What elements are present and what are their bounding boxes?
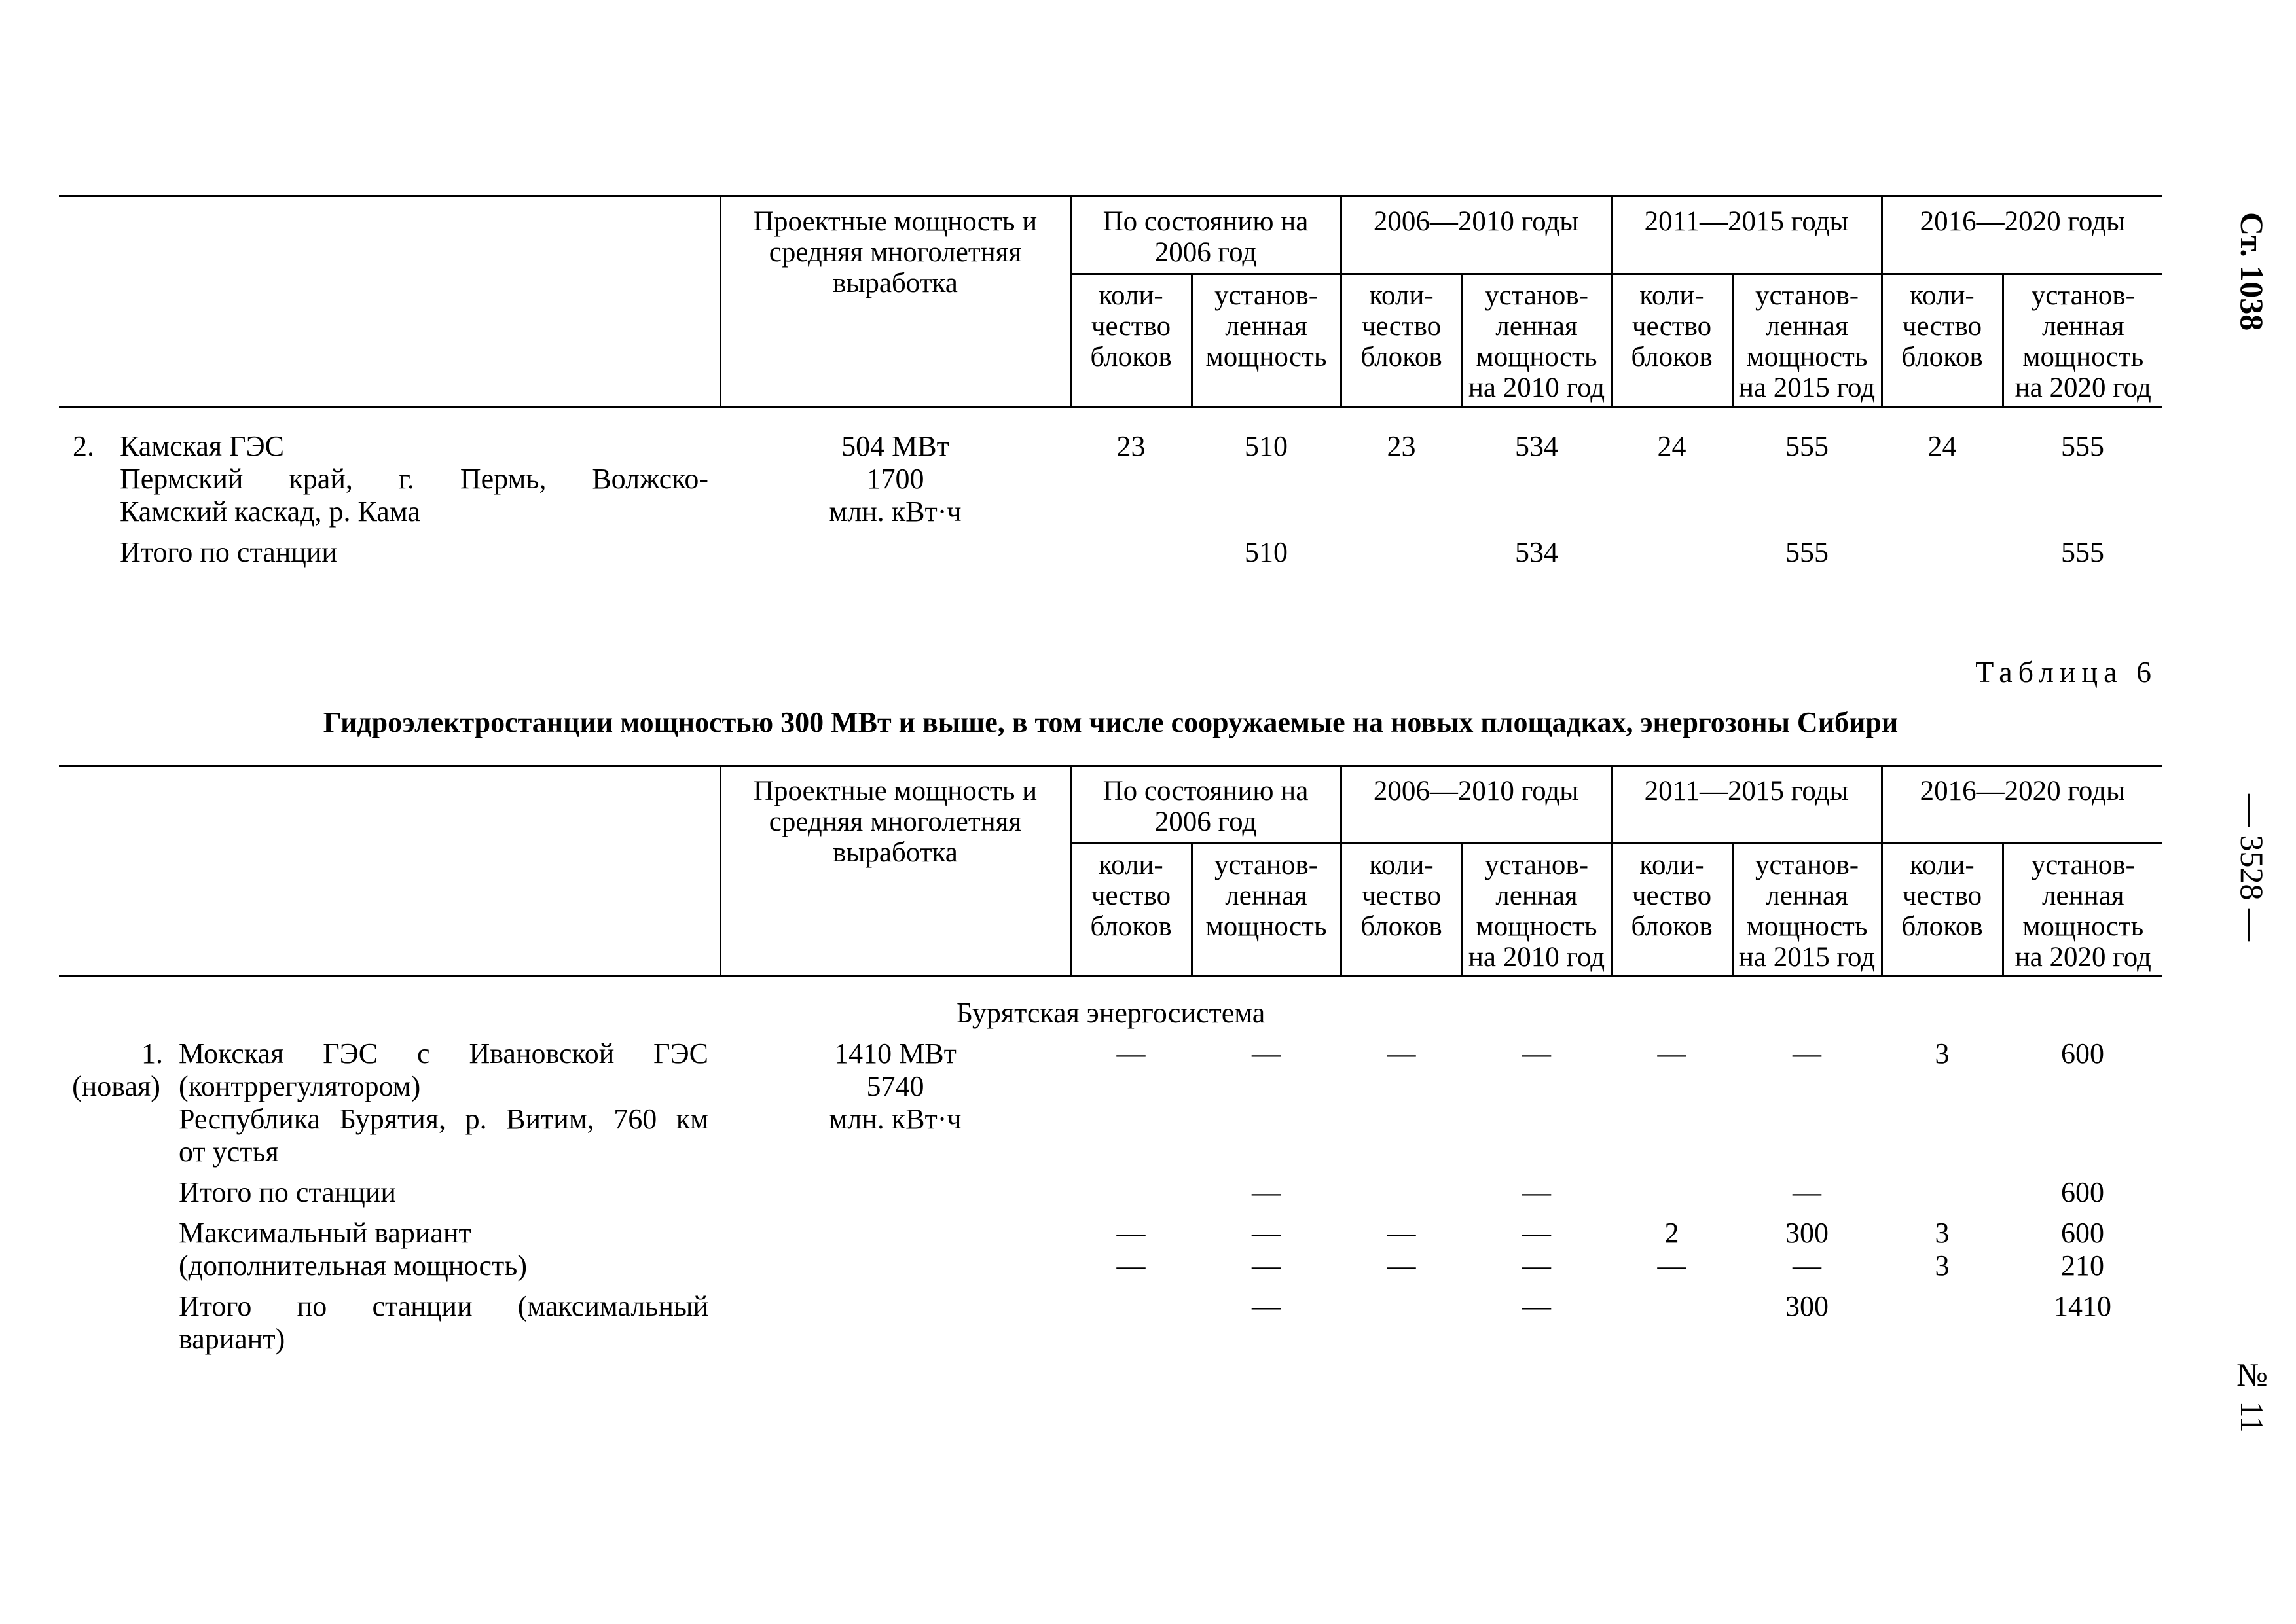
cell-value: — [1793, 1176, 1822, 1208]
cell-value: 23 [1387, 430, 1416, 462]
output-unit: млн. кВт·ч [829, 496, 962, 528]
max-variant-label [173, 1209, 720, 1282]
header-status-2006: По состоянию на 2006 год [1070, 766, 1341, 844]
row-number-note: (новая) [72, 1070, 160, 1102]
subheader-count: коли-чество блоков [1070, 844, 1192, 977]
cell-value: — [1522, 1217, 1551, 1249]
table-row-max-total [59, 1282, 2162, 1356]
station-location: от устья [179, 1136, 279, 1168]
cell-value: — [1522, 1250, 1551, 1282]
cell-value: 3 [1935, 1217, 1950, 1249]
group-label: Бурятская энергосистема [956, 997, 1266, 1029]
header-2016-2020: 2016—2020 годы [1882, 766, 2162, 844]
subheader-count: коли-чество блоков [1341, 844, 1462, 977]
output-value: 1700 [866, 463, 924, 495]
cell-value: 555 [2061, 536, 2105, 568]
header-2016-2020: 2016—2020 годы [1882, 196, 2162, 274]
table-continuation [59, 195, 2162, 569]
subheader-count: коли-чество блоков [1070, 274, 1192, 407]
cell-value: — [1252, 1250, 1281, 1282]
header-blank [59, 196, 720, 407]
cell-value: — [1793, 1250, 1822, 1282]
total-label: Итого по станции [120, 536, 337, 568]
table-header [59, 196, 2162, 407]
cell-value: 3 [1935, 1038, 1950, 1070]
subheader-count: коли-чество блоков [1882, 274, 2003, 407]
cell-value: 3 [1935, 1250, 1950, 1282]
table-row-max-variant [59, 1209, 2162, 1250]
output-unit: млн. кВт·ч [829, 1103, 962, 1135]
subheader-installed-2010: установ-ленная мощность на 2010 год [1462, 844, 1611, 977]
header-design-capacity: Проектные мощность и средняя многолетняя выработка [720, 766, 1070, 977]
cell-value: — [1252, 1217, 1281, 1249]
cell-value: — [1387, 1038, 1416, 1070]
subheader-installed: установ-ленная мощность [1192, 274, 1341, 407]
subheader-installed-2010: установ-ленная мощность на 2010 год [1462, 274, 1611, 407]
total-label: Итого по станции [179, 1176, 396, 1208]
max-total-label [173, 1282, 720, 1356]
page-number: — 3528 — [2234, 793, 2270, 941]
station-location: Камский каскад, р. Кама [120, 496, 420, 528]
header-design-capacity: Проектные мощность и средняя многолетняя выработка [720, 196, 1070, 407]
header-2011-2015: 2011—2015 годы [1611, 766, 1882, 844]
design-capacity [720, 407, 1070, 529]
station-title: Камская ГЭС [120, 430, 284, 462]
max-total-title: Итого по станции (максимальный [179, 1290, 708, 1322]
cell-value: — [1252, 1176, 1281, 1208]
station-location: Пермский край, г. Пермь, Волжско- [120, 463, 708, 495]
subheader-installed-2015: установ-ленная мощность на 2015 год [1732, 274, 1882, 407]
cell-value: — [1657, 1250, 1686, 1282]
cell-value: — [1116, 1217, 1146, 1249]
cell-value: 2 [1664, 1217, 1679, 1249]
cell-value: 23 [1116, 430, 1146, 462]
cell-value: 555 [2061, 430, 2105, 462]
table-row-total [59, 1168, 2162, 1209]
subheader-installed-2015: установ-ленная мощность на 2015 год [1732, 844, 1882, 977]
station-location: Республика Бурятия, р. Витим, 760 км [179, 1103, 708, 1135]
station-name [173, 1038, 720, 1168]
cell-value: — [1252, 1290, 1281, 1322]
max-total-title: вариант) [179, 1323, 285, 1355]
cell-value: 510 [1245, 430, 1288, 462]
cell-value: 24 [1657, 430, 1686, 462]
group-row [59, 977, 2162, 1038]
header-blank [59, 766, 720, 977]
cell-value: 300 [1785, 1217, 1829, 1249]
cell-value: — [1116, 1250, 1146, 1282]
cell-value: 600 [2061, 1038, 2105, 1070]
page-reference: Ст. 1038 [2234, 212, 2270, 331]
row-number-value: 1. [141, 1038, 163, 1070]
row-number [59, 1038, 173, 1168]
station-title: Мокская ГЭС с Ивановской ГЭС [179, 1038, 708, 1070]
cell-value: — [1387, 1217, 1416, 1249]
design-capacity [720, 1038, 1070, 1168]
cell-value: 600 [2061, 1176, 2105, 1208]
cell-value: 210 [2061, 1250, 2105, 1282]
max-variant-title: Максимальный вариант [179, 1217, 471, 1249]
header-status-2006: По состоянию на 2006 год [1070, 196, 1341, 274]
subheader-count: коли-чество блоков [1611, 274, 1732, 407]
max-variant-note: (дополнительная мощность) [179, 1250, 527, 1282]
table-row-total [59, 528, 2162, 569]
table-label: Таблица 6 [1975, 655, 2157, 689]
output-value: 5740 [866, 1070, 924, 1102]
subheader-count: коли-чество блоков [1611, 844, 1732, 977]
cell-value: — [1522, 1038, 1551, 1070]
cell-value: — [1793, 1038, 1822, 1070]
header-2011-2015: 2011—2015 годы [1611, 196, 1882, 274]
issue-number: № 11 [2234, 1356, 2270, 1433]
cell-value: — [1522, 1176, 1551, 1208]
cell-value: 300 [1785, 1290, 1829, 1322]
subheader-installed: установ-ленная мощность [1192, 844, 1341, 977]
capacity-value: 1410 МВт [834, 1038, 957, 1070]
table-row [59, 407, 2162, 529]
subheader-count: коли-чество блоков [1882, 844, 2003, 977]
cell-value: — [1387, 1250, 1416, 1282]
cell-value: 600 [2061, 1217, 2105, 1249]
cell-value: 534 [1515, 430, 1558, 462]
cell-value: 555 [1785, 536, 1829, 568]
table-header [59, 766, 2162, 977]
table-row [59, 1038, 2162, 1168]
cell-value: 534 [1515, 536, 1558, 568]
cell-value: — [1252, 1038, 1281, 1070]
cell-value: — [1657, 1038, 1686, 1070]
cell-value: 555 [1785, 430, 1829, 462]
cell-value: 510 [1245, 536, 1288, 568]
subheader-installed-2020: установ-ленная мощность на 2020 год [2003, 274, 2162, 407]
row-number: 2. [73, 430, 94, 462]
station-title: (контррегулятором) [179, 1070, 421, 1102]
subheader-installed-2020: установ-ленная мощность на 2020 год [2003, 844, 2162, 977]
cell-value: 1410 [2054, 1290, 2112, 1322]
station-name [108, 407, 720, 529]
cell-value: — [1116, 1038, 1146, 1070]
cell-value: — [1522, 1290, 1551, 1322]
header-2006-2010: 2006—2010 годы [1341, 196, 1611, 274]
table-title: Гидроэлектростанции мощностью 300 МВт и выше, в том числе сооружаемые на новых площадках, энергозоны Сибири [323, 706, 1899, 738]
cell-value: 24 [1927, 430, 1957, 462]
header-2006-2010: 2006—2010 годы [1341, 766, 1611, 844]
subheader-count: коли-чество блоков [1341, 274, 1462, 407]
capacity-value: 504 МВт [841, 430, 949, 462]
table-6 [59, 765, 2162, 1356]
